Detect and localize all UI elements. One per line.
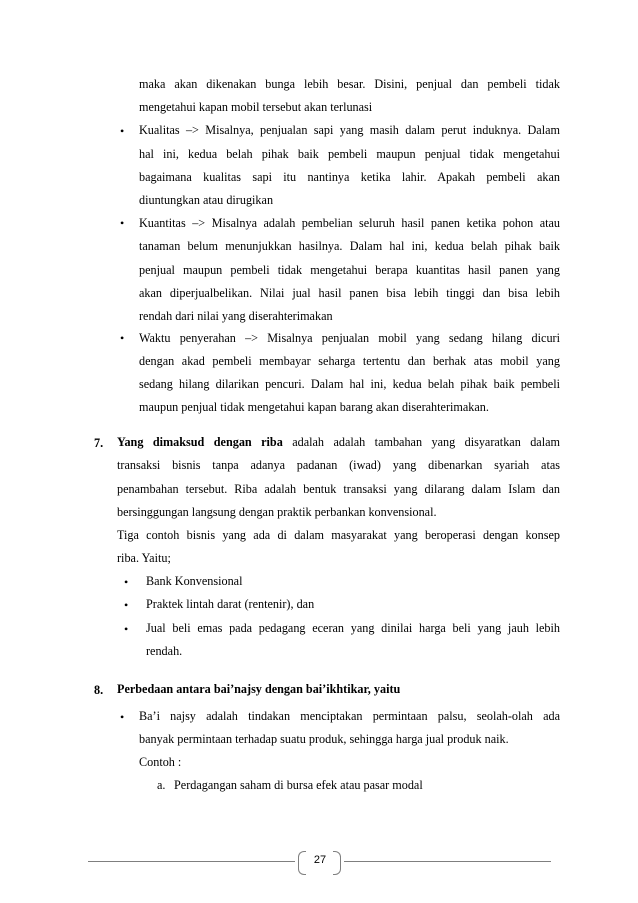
bullet-line: Ba’i najsy adalah tindakan menciptakan permintaan palsu, seolah-olah ada [139, 709, 560, 723]
bullet-marker: • [120, 331, 125, 345]
contoh-label: Contoh : [139, 755, 182, 769]
bullet-marker: • [124, 622, 129, 636]
bullet-line: bagaimana kualitas sapi itu nantinya ketika lahir. Apakah pembeli akan [139, 170, 560, 184]
bullet-line: Waktu penyerahan –> Misalnya penjualan mobil yang sedang hilang dicuri [139, 331, 560, 345]
bullet-line: akan diperjualbelikan. Nilai jual hasil panen bisa lebih tinggi dan bisa lebih [139, 286, 560, 300]
list-item: Jual beli emas pada pedagang eceran yang dinilai harga beli yang jauh lebih [146, 621, 560, 635]
bullet-marker: • [120, 216, 125, 230]
section-7-term: Yang dimaksud dengan riba [117, 435, 283, 449]
bullet-line: Kuantitas –> Misalnya adalah pembelian seluruh hasil panen ketika pohon atau [139, 216, 560, 230]
section-7-line: bersinggungan langsung dengan praktik perbankan konvensional. [117, 505, 437, 519]
bullet-marker: • [124, 575, 129, 589]
footer-rule-left [88, 861, 295, 862]
sub-item-marker: a. [157, 778, 166, 792]
bullet-line: penjual maupun pembeli tidak mengetahui berapa kuantitas hasil panen yang [139, 263, 560, 277]
section-8-heading: Perbedaan antara bai’najsy dengan bai’ikhtikar, yaitu [117, 682, 401, 696]
section-number: 8. [94, 683, 104, 697]
sub-item: Perdagangan saham di bursa efek atau pasar modal [174, 778, 423, 792]
footer-rule-right [344, 861, 551, 862]
paragraph-line: maka akan dikenakan bunga lebih besar. Disini, penjual dan pembeli tidak [139, 77, 560, 91]
section-7-line: Tiga contoh bisnis yang ada di dalam masyarakat yang beroperasi dengan konsep [117, 528, 560, 542]
page-number: 27 [313, 854, 327, 866]
bullet-line: diuntungkan atau dirugikan [139, 193, 274, 207]
bullet-line: dengan akad pembeli membayar seharga tertentu dan berhak atas mobil yang [139, 354, 560, 368]
section-7-line: transaksi bisnis tanpa adanya padanan (iwad) yang dibenarkan syariah atas [117, 458, 560, 472]
list-item: Praktek lintah darat (rentenir), dan [146, 597, 315, 611]
bullet-line: rendah dari nilai yang diserahterimakan [139, 309, 333, 323]
list-item: rendah. [146, 644, 183, 658]
bullet-marker: • [120, 124, 125, 138]
bullet-line: tanaman belum menunjukkan hasilnya. Dalam hal ini, kedua belah pihak baik [139, 239, 560, 253]
bullet-marker: • [120, 710, 125, 724]
section-7-line: riba. Yaitu; [117, 551, 171, 565]
section-number: 7. [94, 436, 104, 450]
bullet-line: sedang hilang dilarikan pencuri. Dalam hal ini, kedua belah pihak baik pembeli [139, 377, 560, 391]
bullet-line: maupun penjual tidak mengetahui kapan barang akan diserahterimakan. [139, 400, 489, 414]
section-7-line: penambahan tersebut. Riba adalah bentuk transaksi yang dilarang dalam Islam dan [117, 482, 560, 496]
paragraph-line: mengetahui kapan mobil tersebut akan terlunasi [139, 100, 373, 114]
list-item: Bank Konvensional [146, 574, 243, 588]
bullet-line: Kualitas –> Misalnya, penjualan sapi yang masih dalam perut induknya. Dalam [139, 123, 560, 137]
section-7-text: adalah adalah tambahan yang disyaratkan dalam [282, 435, 560, 449]
section-7-line [117, 431, 560, 454]
page-number-bracket-left [298, 851, 306, 875]
bullet-line: banyak permintaan terhadap suatu produk, sehingga harga jual produk naik. [139, 732, 509, 746]
bullet-marker: • [124, 598, 129, 612]
page-number-bracket-right [333, 851, 341, 875]
bullet-line: hal ini, kedua belah pihak baik pembeli maupun penjual tidak mengetahui [139, 147, 560, 161]
